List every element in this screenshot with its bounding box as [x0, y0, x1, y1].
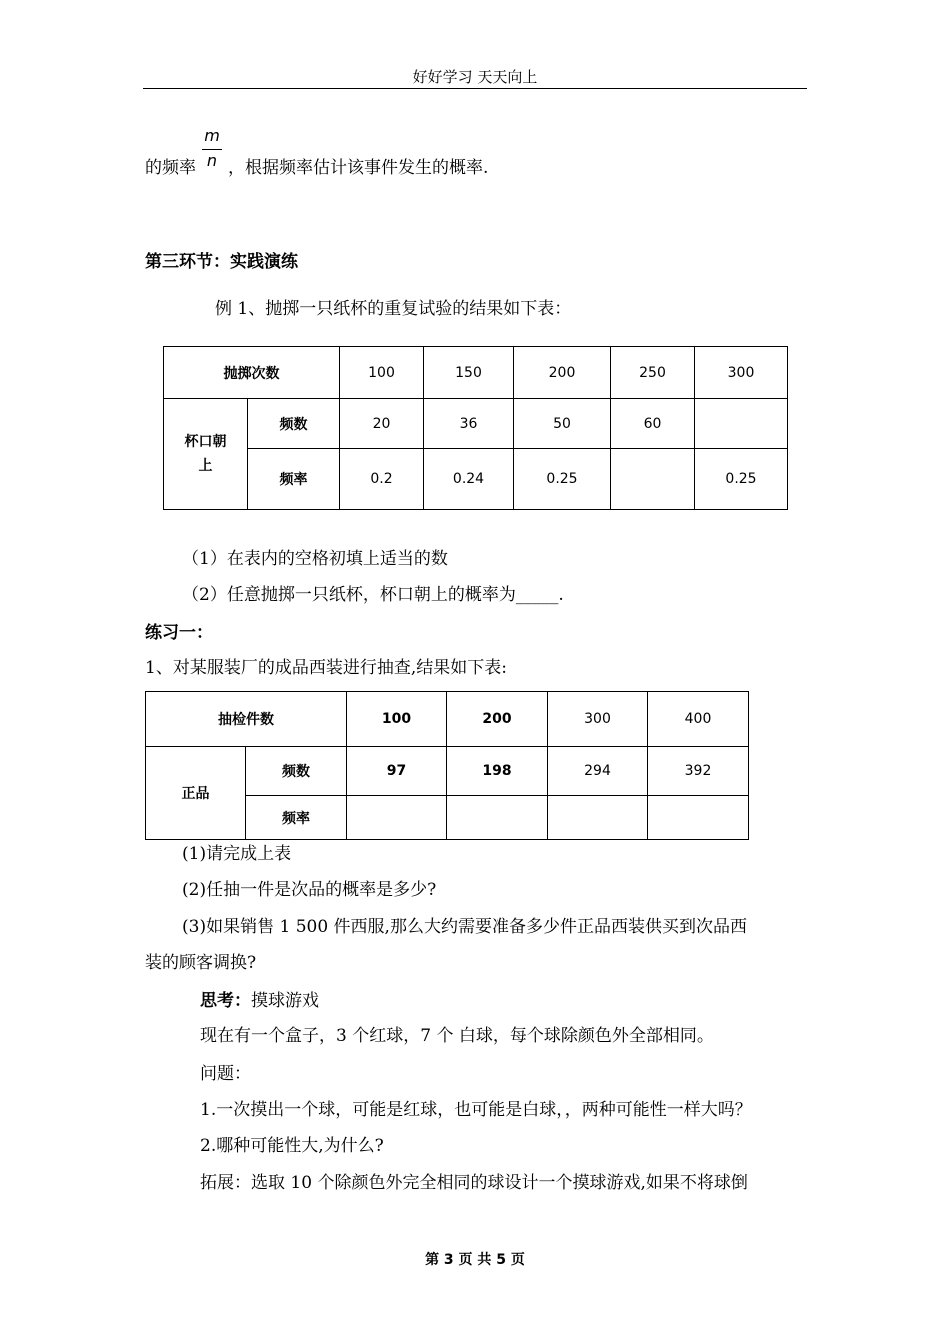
practice-q3-line1: (3)如果销售 1 500 件西服,那么大约需要准备多少件正品西装供买到次品西: [182, 917, 747, 937]
toss-row-label-freq: 频数: [248, 399, 340, 449]
fraction-denominator: n: [206, 151, 218, 170]
toss-group-label: 杯口朝上: [164, 399, 248, 510]
toss-rate-cell: [611, 449, 695, 510]
example-q1: （1）在表内的空格初填上适当的数: [182, 549, 448, 569]
toss-rate-cell: 0.25: [514, 449, 611, 510]
toss-rate-cell: 0.24: [424, 449, 514, 510]
section-title: 第三环节：实践演练: [145, 252, 298, 272]
intro-suffix: ，根据频率估计该事件发生的概率.: [228, 158, 489, 178]
practice-item: 1、对某服装厂的成品西装进行抽查,结果如下表:: [145, 658, 507, 678]
intro-prefix: 的频率: [145, 158, 196, 178]
suit-rate-cell: [447, 796, 548, 840]
suit-rate-cell: [548, 796, 648, 840]
suit-table: [145, 691, 749, 840]
suit-row-label-freq: 频数: [246, 747, 347, 796]
think-q1: 1.一次摸出一个球，可能是红球，也可能是白球，，两种可能性一样大吗？: [200, 1100, 752, 1120]
suit-col: 100: [347, 692, 447, 747]
suit-group-label: 正品: [146, 747, 246, 840]
toss-freq-cell: 20: [340, 399, 424, 449]
suit-freq-cell: 392: [648, 747, 749, 796]
suit-head-label: 抽检件数: [146, 692, 347, 747]
practice-q2: (2)任抽一件是次品的概率是多少?: [182, 880, 437, 900]
suit-col: 300: [548, 692, 648, 747]
suit-rate-cell: [347, 796, 447, 840]
suit-freq-cell: 97: [347, 747, 447, 796]
suit-rate-cell: [648, 796, 749, 840]
example-title: 例 1、抛掷一只纸杯的重复试验的结果如下表：: [215, 299, 572, 319]
header-rule: [143, 88, 807, 89]
toss-col: 150: [424, 347, 514, 399]
toss-row-label-rate: 频率: [248, 449, 340, 510]
suit-col: 200: [447, 692, 548, 747]
toss-rate-cell: 0.25: [695, 449, 788, 510]
toss-head-label: 抛掷次数: [164, 347, 340, 399]
practice-title: 练习一：: [145, 623, 213, 643]
toss-col: 100: [340, 347, 424, 399]
fraction-numerator: m: [204, 126, 220, 145]
suit-freq-cell: 294: [548, 747, 648, 796]
page-header: 好好学习 天天向上: [412, 68, 538, 86]
practice-q1: (1)请完成上表: [182, 844, 292, 864]
page-footer: 第 3 页 共 5 页: [425, 1252, 525, 1268]
toss-freq-cell: 50: [514, 399, 611, 449]
suit-col: 400: [648, 692, 749, 747]
practice-q3-line2: 装的顾客调换?: [145, 953, 257, 973]
toss-freq-cell: 60: [611, 399, 695, 449]
think-q2: 2.哪种可能性大,为什么?: [200, 1136, 384, 1156]
example-q2: （2）任意抛掷一只纸杯，杯口朝上的概率为_____.: [182, 585, 564, 605]
toss-col: 200: [514, 347, 611, 399]
think-question-label: 问题：: [200, 1064, 251, 1084]
think-extension: 拓展：选取 10 个除颜色外完全相同的球设计一个摸球游戏,如果不将球倒: [200, 1173, 748, 1193]
toss-freq-cell: 36: [424, 399, 514, 449]
toss-col: 250: [611, 347, 695, 399]
think-heading: [200, 990, 319, 1012]
toss-freq-cell: [695, 399, 788, 449]
toss-table: [163, 346, 788, 510]
fraction-bar: [202, 149, 222, 150]
toss-col: 300: [695, 347, 788, 399]
toss-rate-cell: 0.2: [340, 449, 424, 510]
suit-freq-cell: 198: [447, 747, 548, 796]
think-label: 思考：: [200, 991, 251, 1011]
suit-row-label-rate: 频率: [246, 796, 347, 840]
think-desc: 现在有一个盒子，3 个红球，7 个 白球，每个球除颜色外全部相同。: [200, 1026, 714, 1046]
think-title: 摸球游戏: [251, 991, 319, 1011]
